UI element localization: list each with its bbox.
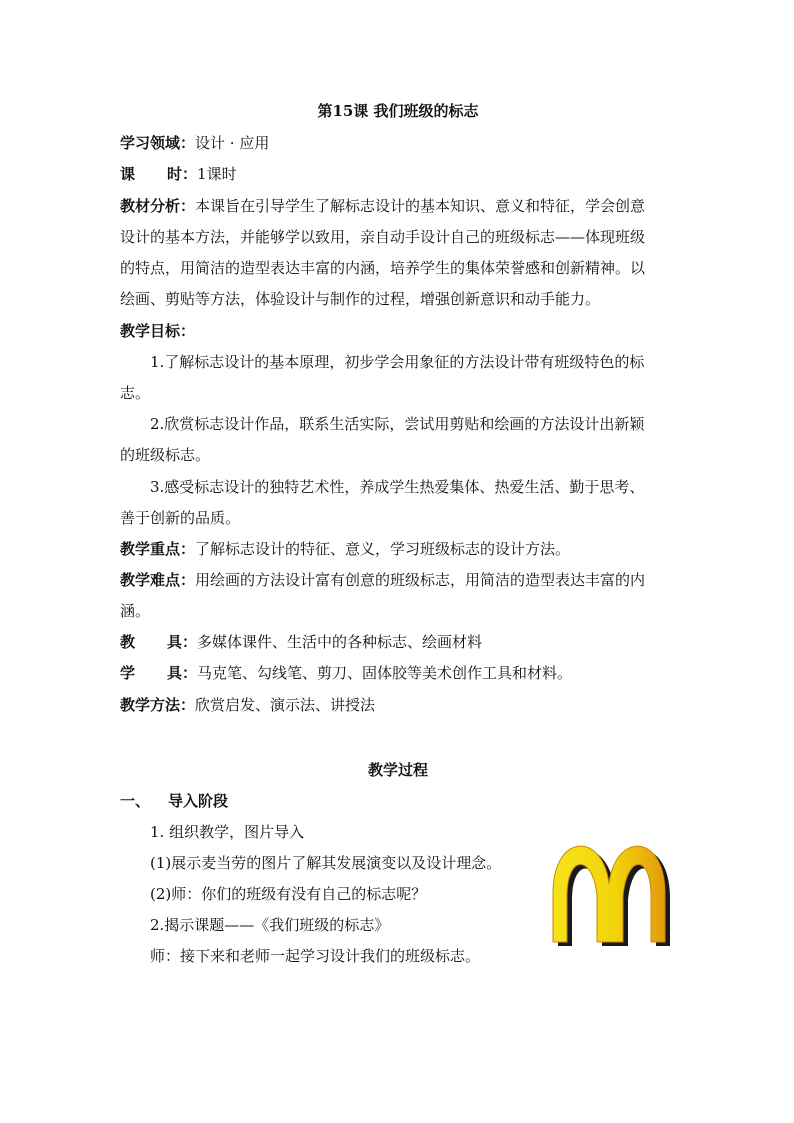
process-heading: 教学过程 [367,761,428,779]
class-period-value: 1课时 [197,165,237,183]
analysis-label: 教材分析： [120,197,196,215]
key-point-label: 教学重点： [120,540,196,558]
difficulty-line-2: 涵。 [120,602,151,620]
teaching-method-label: 教学方法： [120,696,196,714]
goals-label: 教学目标： [120,322,196,340]
goal-2-line-1: 2.欣赏标志设计作品，联系生活实际，尝试用剪贴和绘画的方法设计出新颖 [150,415,645,433]
class-period-label-b: 时： [167,165,198,183]
process-item-2: (1)展示麦当劳的图片了解其发展演变以及设计理念。 [150,854,502,872]
learning-domain-label: 学习领域： [120,134,196,152]
section-1-number: 一、 [120,792,151,810]
student-tools-label-a: 学 [120,664,136,682]
section-1-heading [120,790,680,812]
analysis-line-3: 的特点，用简洁的造型表达丰富的内涵，培养学生的集体荣誉感和创新精神。以 [120,259,646,277]
analysis-text-1: 本课旨在引导学生了解标志设计的基本知识、意义和特征，学会创意 [195,197,646,215]
goal-2-line-2: 的班级标志。 [120,446,211,464]
student-tools-value: 马克笔、勾线笔、剪刀、固体胶等美术创作工具和材料。 [197,664,573,682]
goal-1-line-1: 1.了解标志设计的基本原理，初步学会用象征的方法设计带有班级特色的标 [150,353,645,371]
student-tools-label-b: 具： [167,664,198,682]
process-item-3: (2)师：你们的班级有没有自己的标志呢？ [150,885,427,903]
student-tools-row [120,662,680,684]
teacher-tools-label-a: 教 [120,633,136,651]
teacher-tools-row [120,631,680,653]
process-item-1: 1. 组织教学，图片导入 [150,823,305,841]
analysis-line-1 [120,195,680,217]
difficulty-label: 教学难点： [120,571,196,589]
class-period-label-a: 课 [120,165,136,183]
mcdonalds-golden-arches-logo [548,838,676,950]
goal-3-line-1: 3.感受标志设计的独特艺术性，养成学生热爱集体、热爱生活、勤于思考、 [150,478,645,496]
analysis-line-4: 绘画、剪贴等方法，体验设计与制作的过程，增强创新意识和动手能力。 [120,290,601,308]
process-item-5: 师：接下来和老师一起学习设计我们的班级标志。 [150,947,481,965]
lesson-title: 第15课 我们班级的标志 [317,102,479,120]
learning-domain-value: 设计 · 应用 [195,134,270,152]
learning-domain-row [120,132,680,154]
goal-1-line-2: 志。 [120,384,151,402]
teaching-method-row [120,694,680,716]
key-point-row [120,538,680,560]
difficulty-line-1 [120,569,680,591]
section-1-title: 导入阶段 [168,792,229,810]
process-item-4: 2.揭示课题——《我们班级的标志》 [150,916,390,934]
goal-3-line-2: 善于创新的品质。 [120,509,241,527]
teaching-method-value: 欣赏启发、演示法、讲授法 [195,696,376,714]
class-period-row [120,163,680,185]
key-point-value: 了解标志设计的特征、意义，学习班级标志的设计方法。 [195,540,571,558]
teacher-tools-label-b: 具： [167,633,198,651]
analysis-line-2: 设计的基本方法，并能够学以致用，亲自动手设计自己的班级标志——体现班级 [120,228,646,246]
teacher-tools-value: 多媒体课件、生活中的各种标志、绘画材料 [197,633,483,651]
difficulty-text-1: 用绘画的方法设计富有创意的班级标志，用简洁的造型表达丰富的内 [195,571,646,589]
